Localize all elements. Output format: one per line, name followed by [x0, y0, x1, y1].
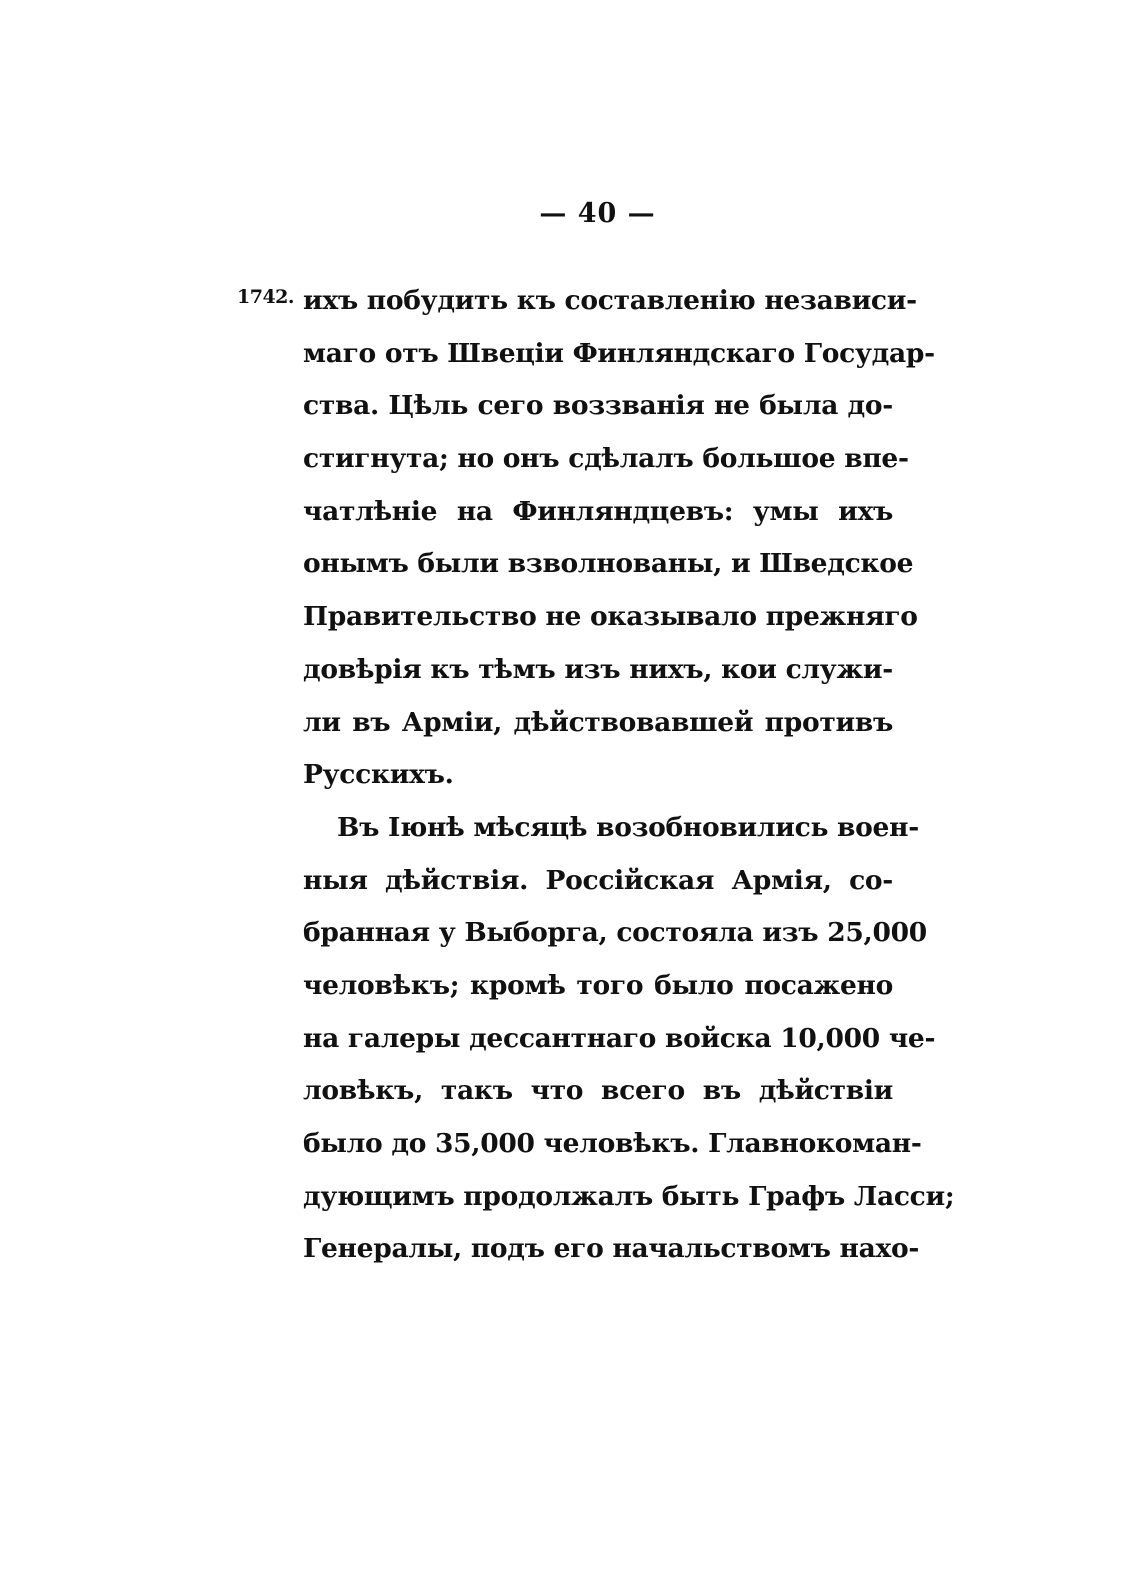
- text-line: ли въ Арміи, дѣйствовавшей противъ: [303, 706, 893, 738]
- text-line: стигнута; но онъ сдѣлалъ большое впе-: [303, 443, 909, 475]
- text-line: бранная у Выборга, состояла изъ 25,000: [303, 917, 927, 949]
- paragraph-start-line: Въ Іюнѣ мѣсяцѣ возобновились воен-: [337, 811, 919, 843]
- text-line: Русскихъ.: [303, 759, 454, 791]
- text-line: онымъ были взволнованы, и Шведское: [303, 548, 914, 580]
- text-line: чатлѣніе на Финляндцевъ: умы ихъ: [303, 495, 893, 527]
- text-line: ныя дѣйствія. Россійская Армія, со-: [303, 864, 893, 896]
- page-number: — 40 —: [539, 198, 656, 229]
- text-line: на галеры дессантнаго войска 10,000 че-: [303, 1022, 936, 1054]
- text-line: было до 35,000 человѣкъ. Главнокоман-: [303, 1128, 922, 1159]
- text-line: Правительство не оказывало прежняго: [303, 601, 918, 633]
- text-line: довѣрія къ тѣмъ изъ нихъ, кои служи-: [303, 653, 893, 685]
- text-line: человѣкъ; кромѣ того было посажено: [303, 969, 893, 1001]
- text-line: маго отъ Швеціи Финляндскаго Государ-: [303, 337, 935, 369]
- text-line: дующимъ продолжалъ быть Графъ Ласси;: [303, 1180, 955, 1212]
- text-line: ловѣкъ, такъ что всего въ дѣйствіи: [303, 1075, 893, 1107]
- text-line: ихъ побудить къ составленію независи-: [303, 285, 917, 316]
- margin-year-note: 1742.: [237, 286, 294, 308]
- body-text: [303, 275, 955, 1276]
- text-line: ства. Цѣль сего воззванія не была до-: [303, 390, 893, 422]
- text-line: Генералы, подъ его начальствомъ нахо-: [303, 1233, 920, 1265]
